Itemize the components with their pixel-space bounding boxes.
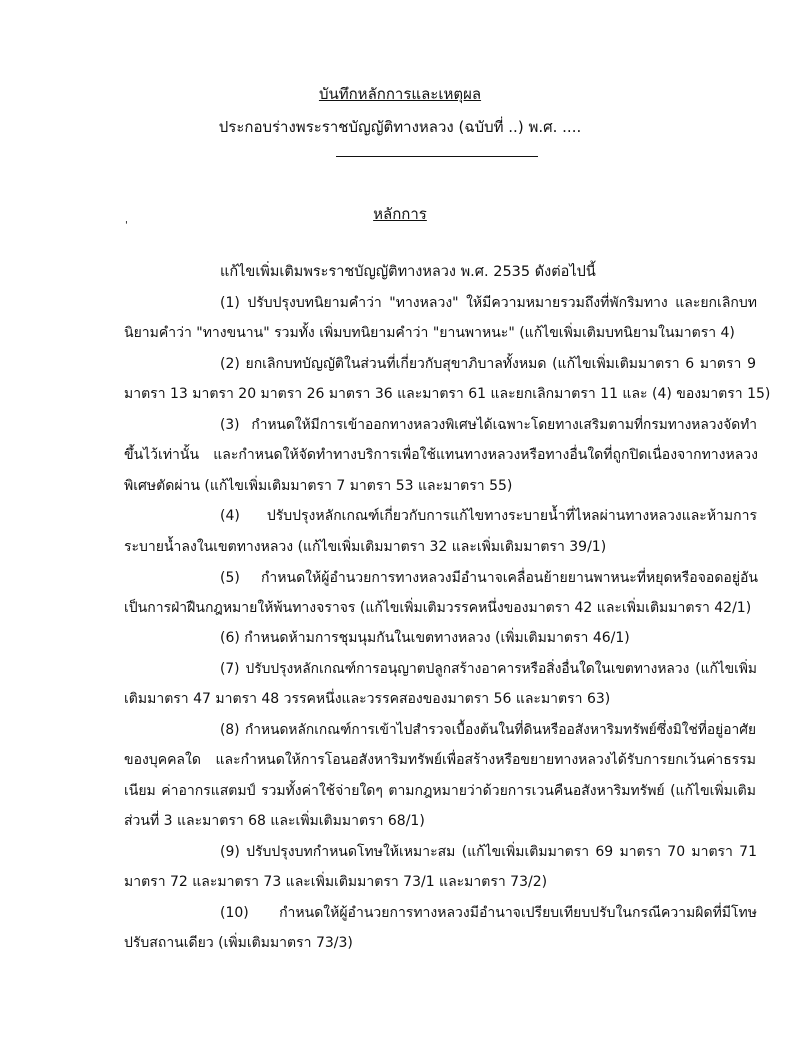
- item-6-line-1: (6) กำหนดห้ามการชุมนุมกันในเขตทางหลวง (เพิ่มเติมมาตรา 46/1): [220, 630, 630, 646]
- item-8-line-4: ส่วนที่ 3 และมาตรา 68 และเพิ่มเติมมาตรา 68/1): [124, 813, 425, 829]
- item-3-line-3: พิเศษตัดผ่าน (แก้ไขเพิ่มเติมมาตรา 7 มาตรา 53 และมาตรา 55): [124, 478, 513, 494]
- section-heading: หลักการ: [373, 205, 427, 223]
- title-divider: [336, 156, 538, 157]
- item-8-line-3: เนียม ค่าอากรแสตมป์ รวมทั้งค่าใช้จ่ายใดๆ ตามกฎหมายว่าด้วยการเวนคืนอสังหาริมทรัพย์ (แก้ไขเพิ่มเติม: [124, 783, 756, 799]
- item-5-line-1: (5) กำหนดให้ผู้อำนวยการทางหลวงมีอำนาจเคลื่อนย้ายยานพาหนะที่หยุดหรือจอดอยู่อัน: [220, 570, 758, 586]
- item-3-line-2: ขึ้นไว้เท่านั้น และกำหนดให้จัดทำทางบริการเพื่อใช้แทนทางหลวงหรือทางอื่นใดที่ถูกปิดเนื่องจากทางหลวง: [124, 447, 758, 463]
- item-3-line-1: (3) กำหนดให้มีการเข้าออกทางหลวงพิเศษได้เฉพาะโดยทางเสริมตามที่กรมทางหลวงจัดทำ: [220, 417, 757, 433]
- item-9-line-2: มาตรา 72 และมาตรา 73 และเพิ่มเติมมาตรา 73/1 และมาตรา 73/2): [124, 874, 548, 890]
- item-2-line-2: มาตรา 13 มาตรา 20 มาตรา 26 มาตรา 36 และมาตรา 61 และยกเลิกมาตรา 11 และ (4) ของมาตรา 15): [124, 386, 771, 402]
- item-8-line-1: (8) กำหนดหลักเกณฑ์การเข้าไปสำรวจเบื้องต้นในที่ดินหรืออสังหาริมทรัพย์ซึ่งมิใช่ที่อยู่อาศัย: [220, 722, 756, 738]
- item-1-line-2: นิยามคำว่า "ทางขนาน" รวมทั้ง เพิ่มบทนิยามคำว่า "ยานพาหนะ" (แก้ไขเพิ่มเติมบทนิยามในมาตรา 4): [124, 325, 735, 341]
- item-8-line-2: ของบุคคลใด และกำหนดให้การโอนอสังหาริมทรัพย์เพื่อสร้างหรือขยายทางหลวงได้รับการยกเว้นค่าธรรม: [124, 752, 756, 768]
- item-7-line-1: (7) ปรับปรุงหลักเกณฑ์การอนุญาตปลูกสร้างอาคารหรือสิ่งอื่นใดในเขตทางหลวง (แก้ไขเพิ่ม: [220, 661, 757, 677]
- document-title: บันทึกหลักการและเหตุผล: [318, 85, 482, 103]
- item-10-line-1: (10) กำหนดให้ผู้อำนวยการทางหลวงมีอำนาจเปรียบเทียบปรับในกรณีความผิดที่มีโทษ: [220, 905, 757, 921]
- item-4-line-1: (4) ปรับปรุงหลักเกณฑ์เกี่ยวกับการแก้ไขทางระบายน้ำที่ไหลผ่านทางหลวงและห้ามการ: [220, 508, 757, 524]
- item-2-line-1: (2) ยกเลิกบทบัญญัติในส่วนที่เกี่ยวกับสุขาภิบาลทั้งหมด (แก้ไขเพิ่มเติมมาตรา 6 มาตรา 9: [220, 356, 756, 372]
- item-9-line-1: (9) ปรับปรุงบทกำหนดโทษให้เหมาะสม (แก้ไขเพิ่มเติมมาตรา 69 มาตรา 70 มาตรา 71: [220, 844, 757, 860]
- item-10-line-2: ปรับสถานเดียว (เพิ่มเติมมาตรา 73/3): [124, 935, 353, 951]
- stray-mark: ': [125, 220, 128, 231]
- document-subtitle: ประกอบร่างพระราชบัญญัติทางหลวง (ฉบับที่ ..) พ.ศ. ....: [218, 118, 582, 136]
- intro-paragraph: แก้ไขเพิ่มเติมพระราชบัญญัติทางหลวง พ.ศ. 2535 ดังต่อไปนี้: [220, 264, 596, 280]
- item-1-line-1: (1) ปรับปรุงบทนิยามคำว่า "ทางหลวง" ให้มีความหมายรวมถึงที่พักริมทาง และยกเลิกบท: [220, 295, 757, 311]
- item-4-line-2: ระบายน้ำลงในเขตทางหลวง (แก้ไขเพิ่มเติมมาตรา 32 และเพิ่มเติมมาตรา 39/1): [124, 539, 607, 555]
- item-7-line-2: เติมมาตรา 47 มาตรา 48 วรรคหนึ่งและวรรคสองของมาตรา 56 และมาตรา 63): [124, 691, 611, 707]
- item-5-line-2: เป็นการฝ่าฝืนกฎหมายให้พ้นทางจราจร (แก้ไขเพิ่มเติมวรรคหนึ่งของมาตรา 42 และเพิ่มเติมมาตรา 42/1): [124, 600, 752, 616]
